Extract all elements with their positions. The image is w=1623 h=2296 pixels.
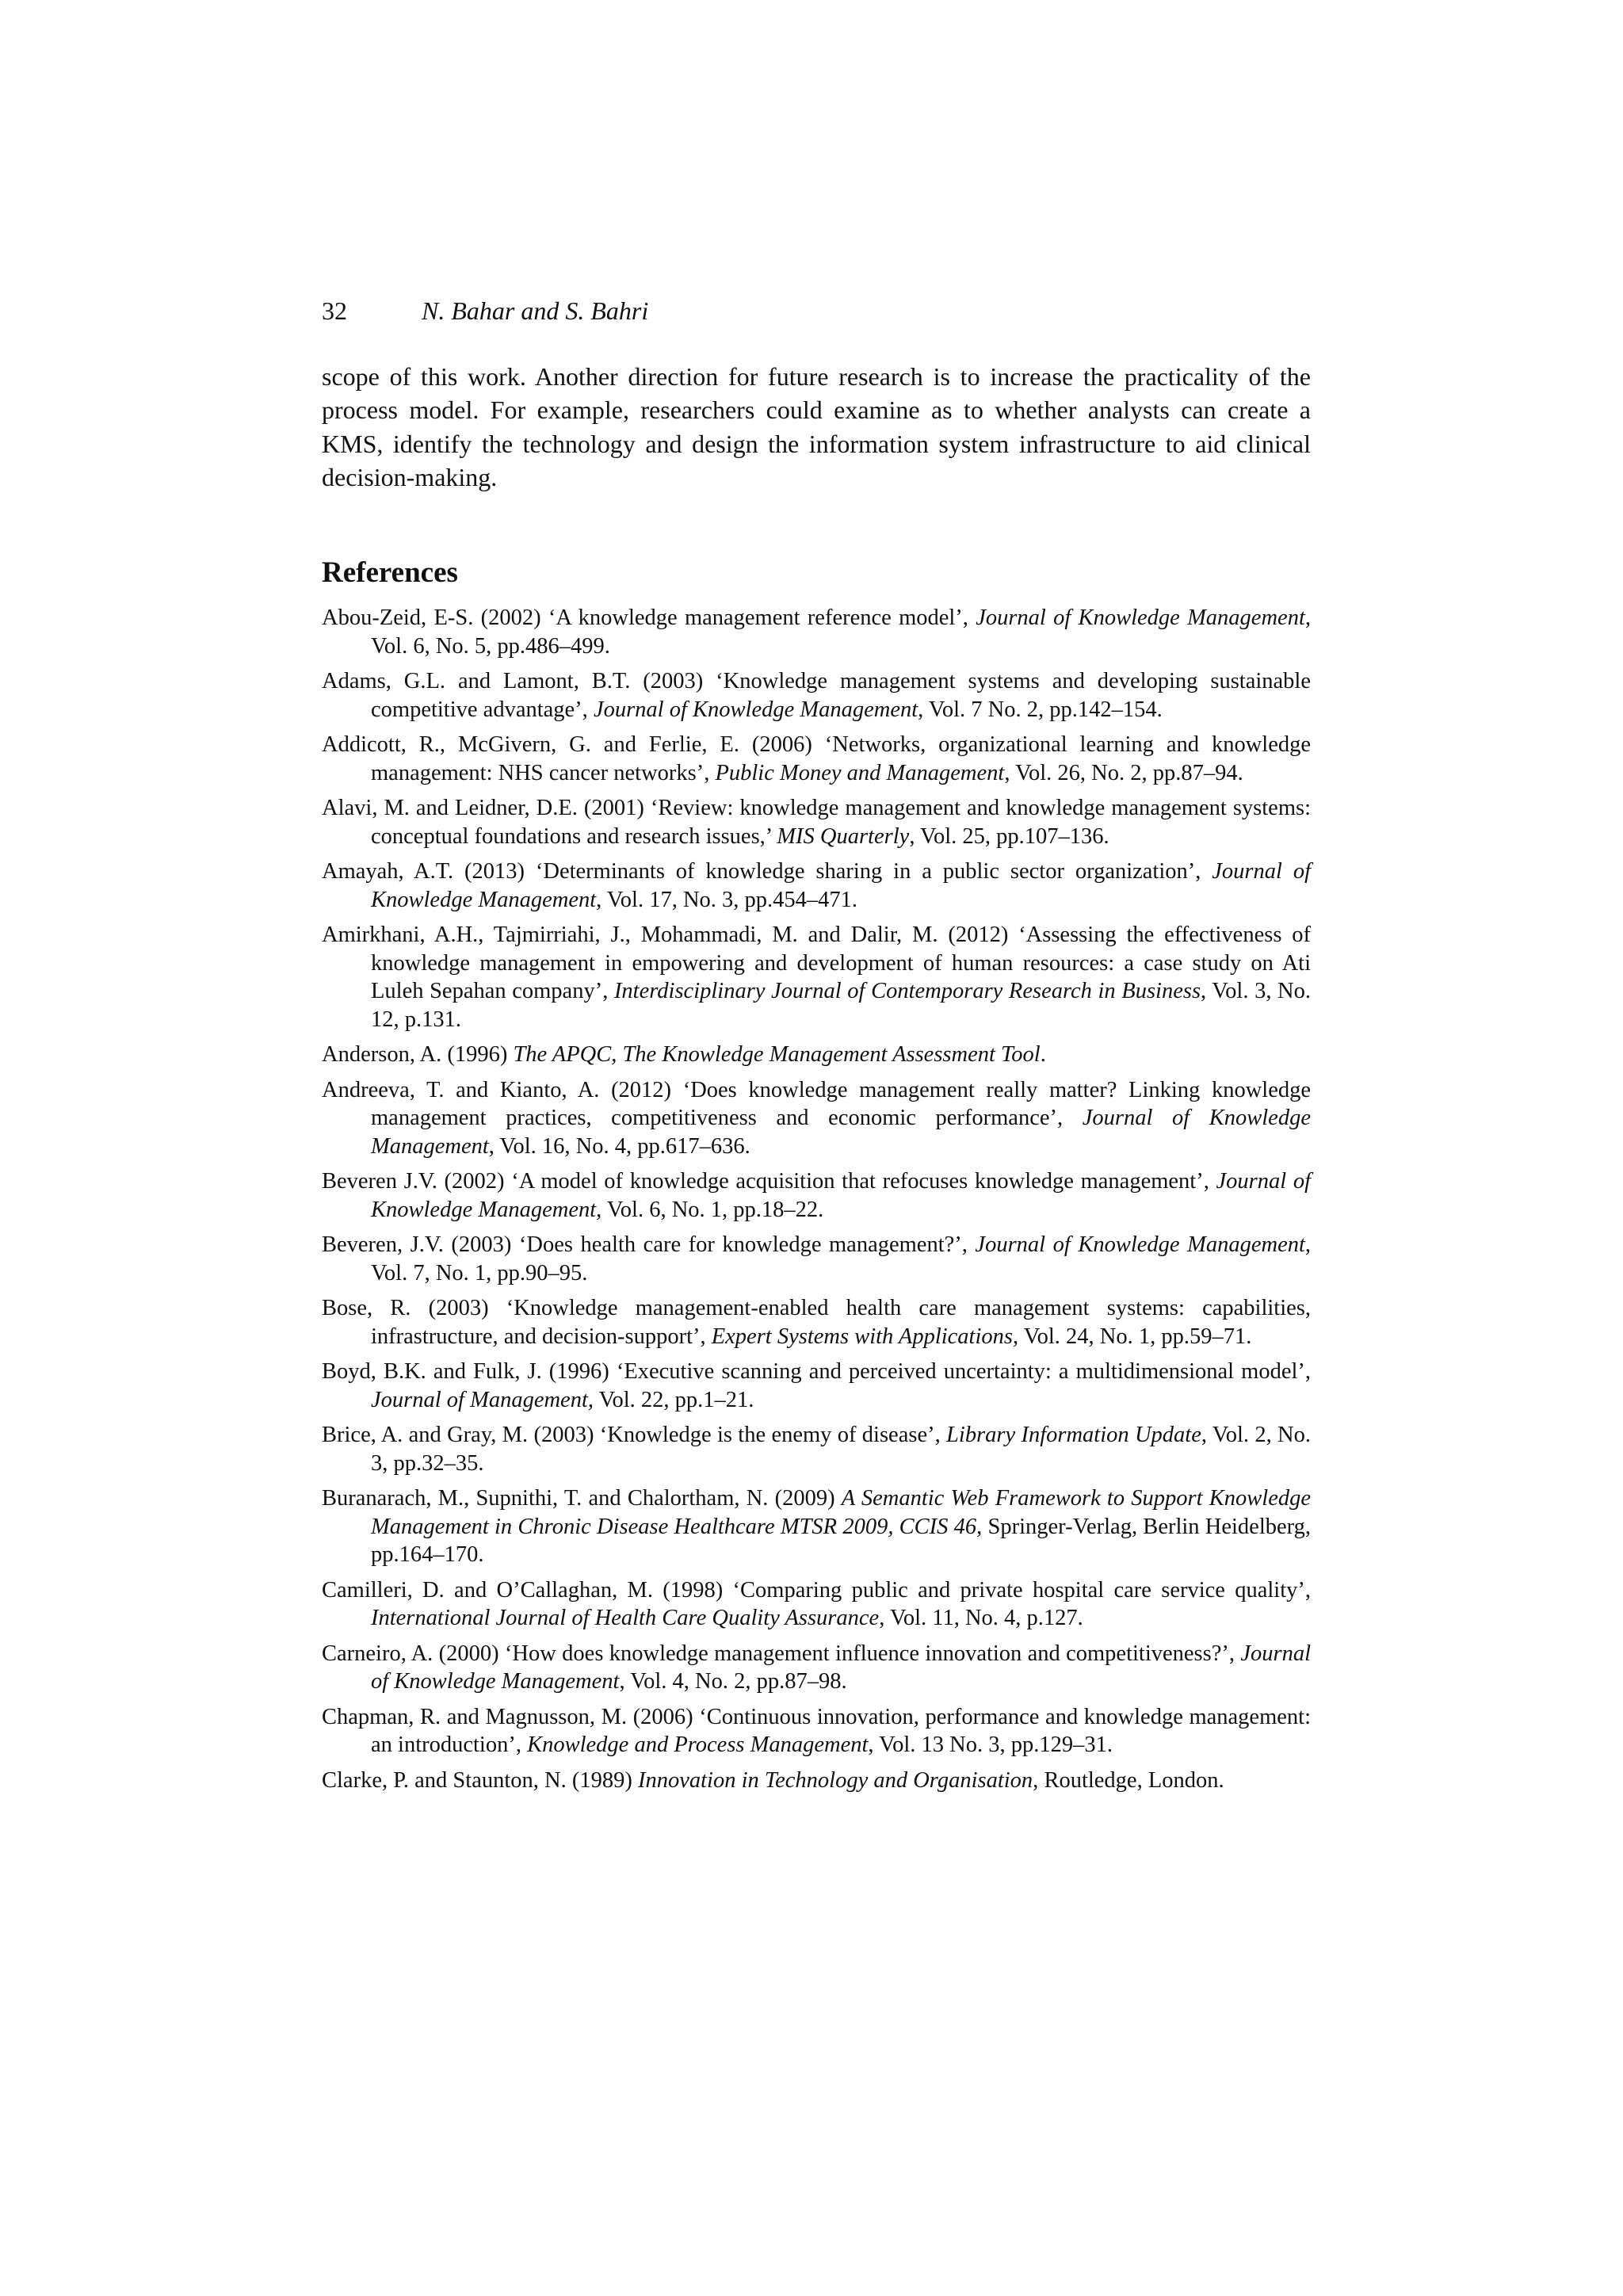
reference-details: , Vol. 6, No. 5, pp.486–499. <box>371 606 1311 659</box>
reference-details: , Routledge, London. <box>1033 1767 1224 1793</box>
reference-text: Carneiro, A. (2000) ‘How does knowledge management influence innovation and competitiveness?’, <box>322 1641 1241 1666</box>
reference-details: , Vol. 6, No. 1, pp.18–22. <box>596 1197 824 1222</box>
reference-text: Abou-Zeid, E-S. (2002) ‘A knowledge management reference model’, <box>322 606 976 630</box>
reference-details: , Vol. 16, No. 4, pp.617–636. <box>488 1133 750 1159</box>
reference-item <box>322 604 1311 660</box>
reference-source-title: Journal of Knowledge Management <box>371 859 1312 912</box>
reference-item <box>322 1640 1311 1696</box>
reference-text: Amayah, A.T. (2013) ‘Determinants of knowledge sharing in a public sector organization’, <box>322 859 1212 884</box>
reference-details: , Vol. 25, pp.107–136. <box>909 823 1109 849</box>
reference-item <box>322 1767 1311 1795</box>
reference-item <box>322 1041 1311 1069</box>
reference-item <box>322 731 1311 787</box>
reference-item <box>322 1076 1311 1161</box>
reference-text: Clarke, P. and Staunton, N. (1989) <box>322 1767 638 1793</box>
reference-item <box>322 1231 1311 1287</box>
reference-item <box>322 794 1311 850</box>
reference-item <box>322 1421 1311 1477</box>
running-header <box>322 295 1312 327</box>
reference-details: , Vol. 26, No. 2, pp.87–94. <box>1004 760 1243 785</box>
reference-text: Boyd, B.K. and Fulk, J. (1996) ‘Executive scanning and perceived uncertainty: a multidimensional model’, <box>322 1359 1311 1384</box>
reference-text: Camilleri, D. and O’Callaghan, M. (1998) ‘Comparing public and private hospital care service quality’, <box>322 1577 1311 1603</box>
reference-text: Beveren J.V. (2002) ‘A model of knowledge acquisition that refocuses knowledge management’, <box>322 1169 1216 1194</box>
reference-source-title: MIS Quarterly <box>777 823 910 849</box>
reference-source-title: Journal of Knowledge Management <box>976 606 1305 630</box>
reference-source-title: Journal of Knowledge Management <box>371 1106 1311 1159</box>
reference-source-title: Library Information Update <box>946 1423 1201 1447</box>
reference-text: Bose, R. (2003) ‘Knowledge management-enabled health care management systems: capabilities, infrastructure, and decision-support’, <box>322 1296 1311 1349</box>
reference-source-title: Interdisciplinary Journal of Contemporary Research in Business <box>613 979 1201 1003</box>
reference-source-title: Journal of Knowledge Management <box>371 1641 1311 1694</box>
body-paragraph: scope of this work. Another direction for future research is to increase the practicality of the process model. For example, researchers could examine as to whether analysts can create a KMS, identify the technology and design the information system infrastructure to aid clinical decision-making. <box>322 362 1311 491</box>
reference-item <box>322 1167 1311 1224</box>
reference-details: , Vol. 3, No. 12, p.131. <box>371 979 1312 1032</box>
reference-item <box>322 921 1311 1033</box>
running-head-authors: N. Bahar and S. Bahri <box>422 296 649 325</box>
reference-text: Anderson, A. (1996) <box>322 1042 514 1067</box>
reference-source-title: Public Money and Management <box>715 760 1005 785</box>
reference-text: Buranarach, M., Supnithi, T. and Chalortham, N. (2009) <box>322 1486 842 1511</box>
reference-source-title: Innovation in Technology and Organisation <box>637 1767 1033 1793</box>
reference-text: Amirkhani, A.H., Tajmirriahi, J., Mohammadi, M. and Dalir, M. (2012) ‘Assessing the effectiveness of knowledge management in empowering and development of human resources: a case study on Ati Luleh Sepahan company’, <box>322 923 1311 1003</box>
reference-details: , Vol. 24, No. 1, pp.59–71. <box>1012 1324 1252 1349</box>
reference-item <box>322 1484 1311 1569</box>
reference-text: Addicott, R., McGivern, G. and Ferlie, E. (2006) ‘Networks, organizational learning and knowledge management: NHS cancer networks’, <box>322 732 1311 785</box>
reference-item <box>322 1703 1311 1759</box>
reference-text: Beveren, J.V. (2003) ‘Does health care for knowledge management?’, <box>322 1232 976 1257</box>
reference-text: Brice, A. and Gray, M. (2003) ‘Knowledge is the enemy of disease’, <box>322 1423 947 1447</box>
reference-details: , Vol. 7 No. 2, pp.142–154. <box>918 697 1163 722</box>
reference-source-title: Journal of Knowledge Management <box>975 1232 1305 1257</box>
reference-item <box>322 858 1311 914</box>
reference-source-title: Journal of Knowledge Management <box>593 697 918 722</box>
reference-details: , Vol. 22, pp.1–21. <box>587 1387 754 1412</box>
reference-source-title: A Semantic Web Framework to Support Knowledge Management in Chronic Disease Healthcare MTSR 2009, CCIS 46 <box>371 1486 1311 1539</box>
page-number: 32 <box>322 296 347 325</box>
reference-details: , Vol. 4, No. 2, pp.87–98. <box>619 1669 847 1694</box>
reference-details: , Vol. 7, No. 1, pp.90–95. <box>371 1232 1312 1286</box>
reference-source-title: The APQC, The Knowledge Management Assessment Tool <box>513 1042 1041 1067</box>
reference-details: , Vol. 11, No. 4, p.127. <box>879 1606 1083 1630</box>
reference-details: , Vol. 17, No. 3, pp.454–471. <box>596 887 858 912</box>
reference-details: , Vol. 13 No. 3, pp.129–31. <box>868 1733 1113 1757</box>
reference-source-title: Journal of Management <box>371 1387 588 1412</box>
reference-source-title: Knowledge and Process Management <box>527 1733 869 1757</box>
references-heading: References <box>322 556 458 589</box>
reference-text: Andreeva, T. and Kianto, A. (2012) ‘Does knowledge management really matter? Linking knowledge management practices, competitiveness and economic performance’, <box>322 1077 1311 1130</box>
reference-text: Adams, G.L. and Lamont, B.T. (2003) ‘Knowledge management systems and developing sustainable competitive advantage’, <box>322 669 1311 722</box>
reference-source-title: Journal of Knowledge Management <box>371 1169 1312 1222</box>
reference-details: , Springer-Verlag, Berlin Heidelberg, pp.164–170. <box>371 1514 1311 1567</box>
reference-item <box>322 667 1311 724</box>
reference-details: , Vol. 2, No. 3, pp.32–35. <box>371 1423 1311 1476</box>
reference-details: . <box>1040 1042 1046 1067</box>
reference-text: Alavi, M. and Leidner, D.E. (2001) ‘Review: knowledge management and knowledge management systems: conceptual foundations and research issues,’ <box>322 796 1311 849</box>
reference-item <box>322 1294 1311 1350</box>
reference-item <box>322 1358 1311 1414</box>
reference-text: Chapman, R. and Magnusson, M. (2006) ‘Continuous innovation, performance and knowledge management: an introduction’, <box>322 1704 1311 1757</box>
reference-list <box>322 604 1311 1801</box>
reference-item <box>322 1576 1311 1633</box>
reference-source-title: International Journal of Health Care Quality Assurance <box>371 1606 880 1630</box>
reference-source-title: Expert Systems with Applications <box>711 1324 1013 1349</box>
